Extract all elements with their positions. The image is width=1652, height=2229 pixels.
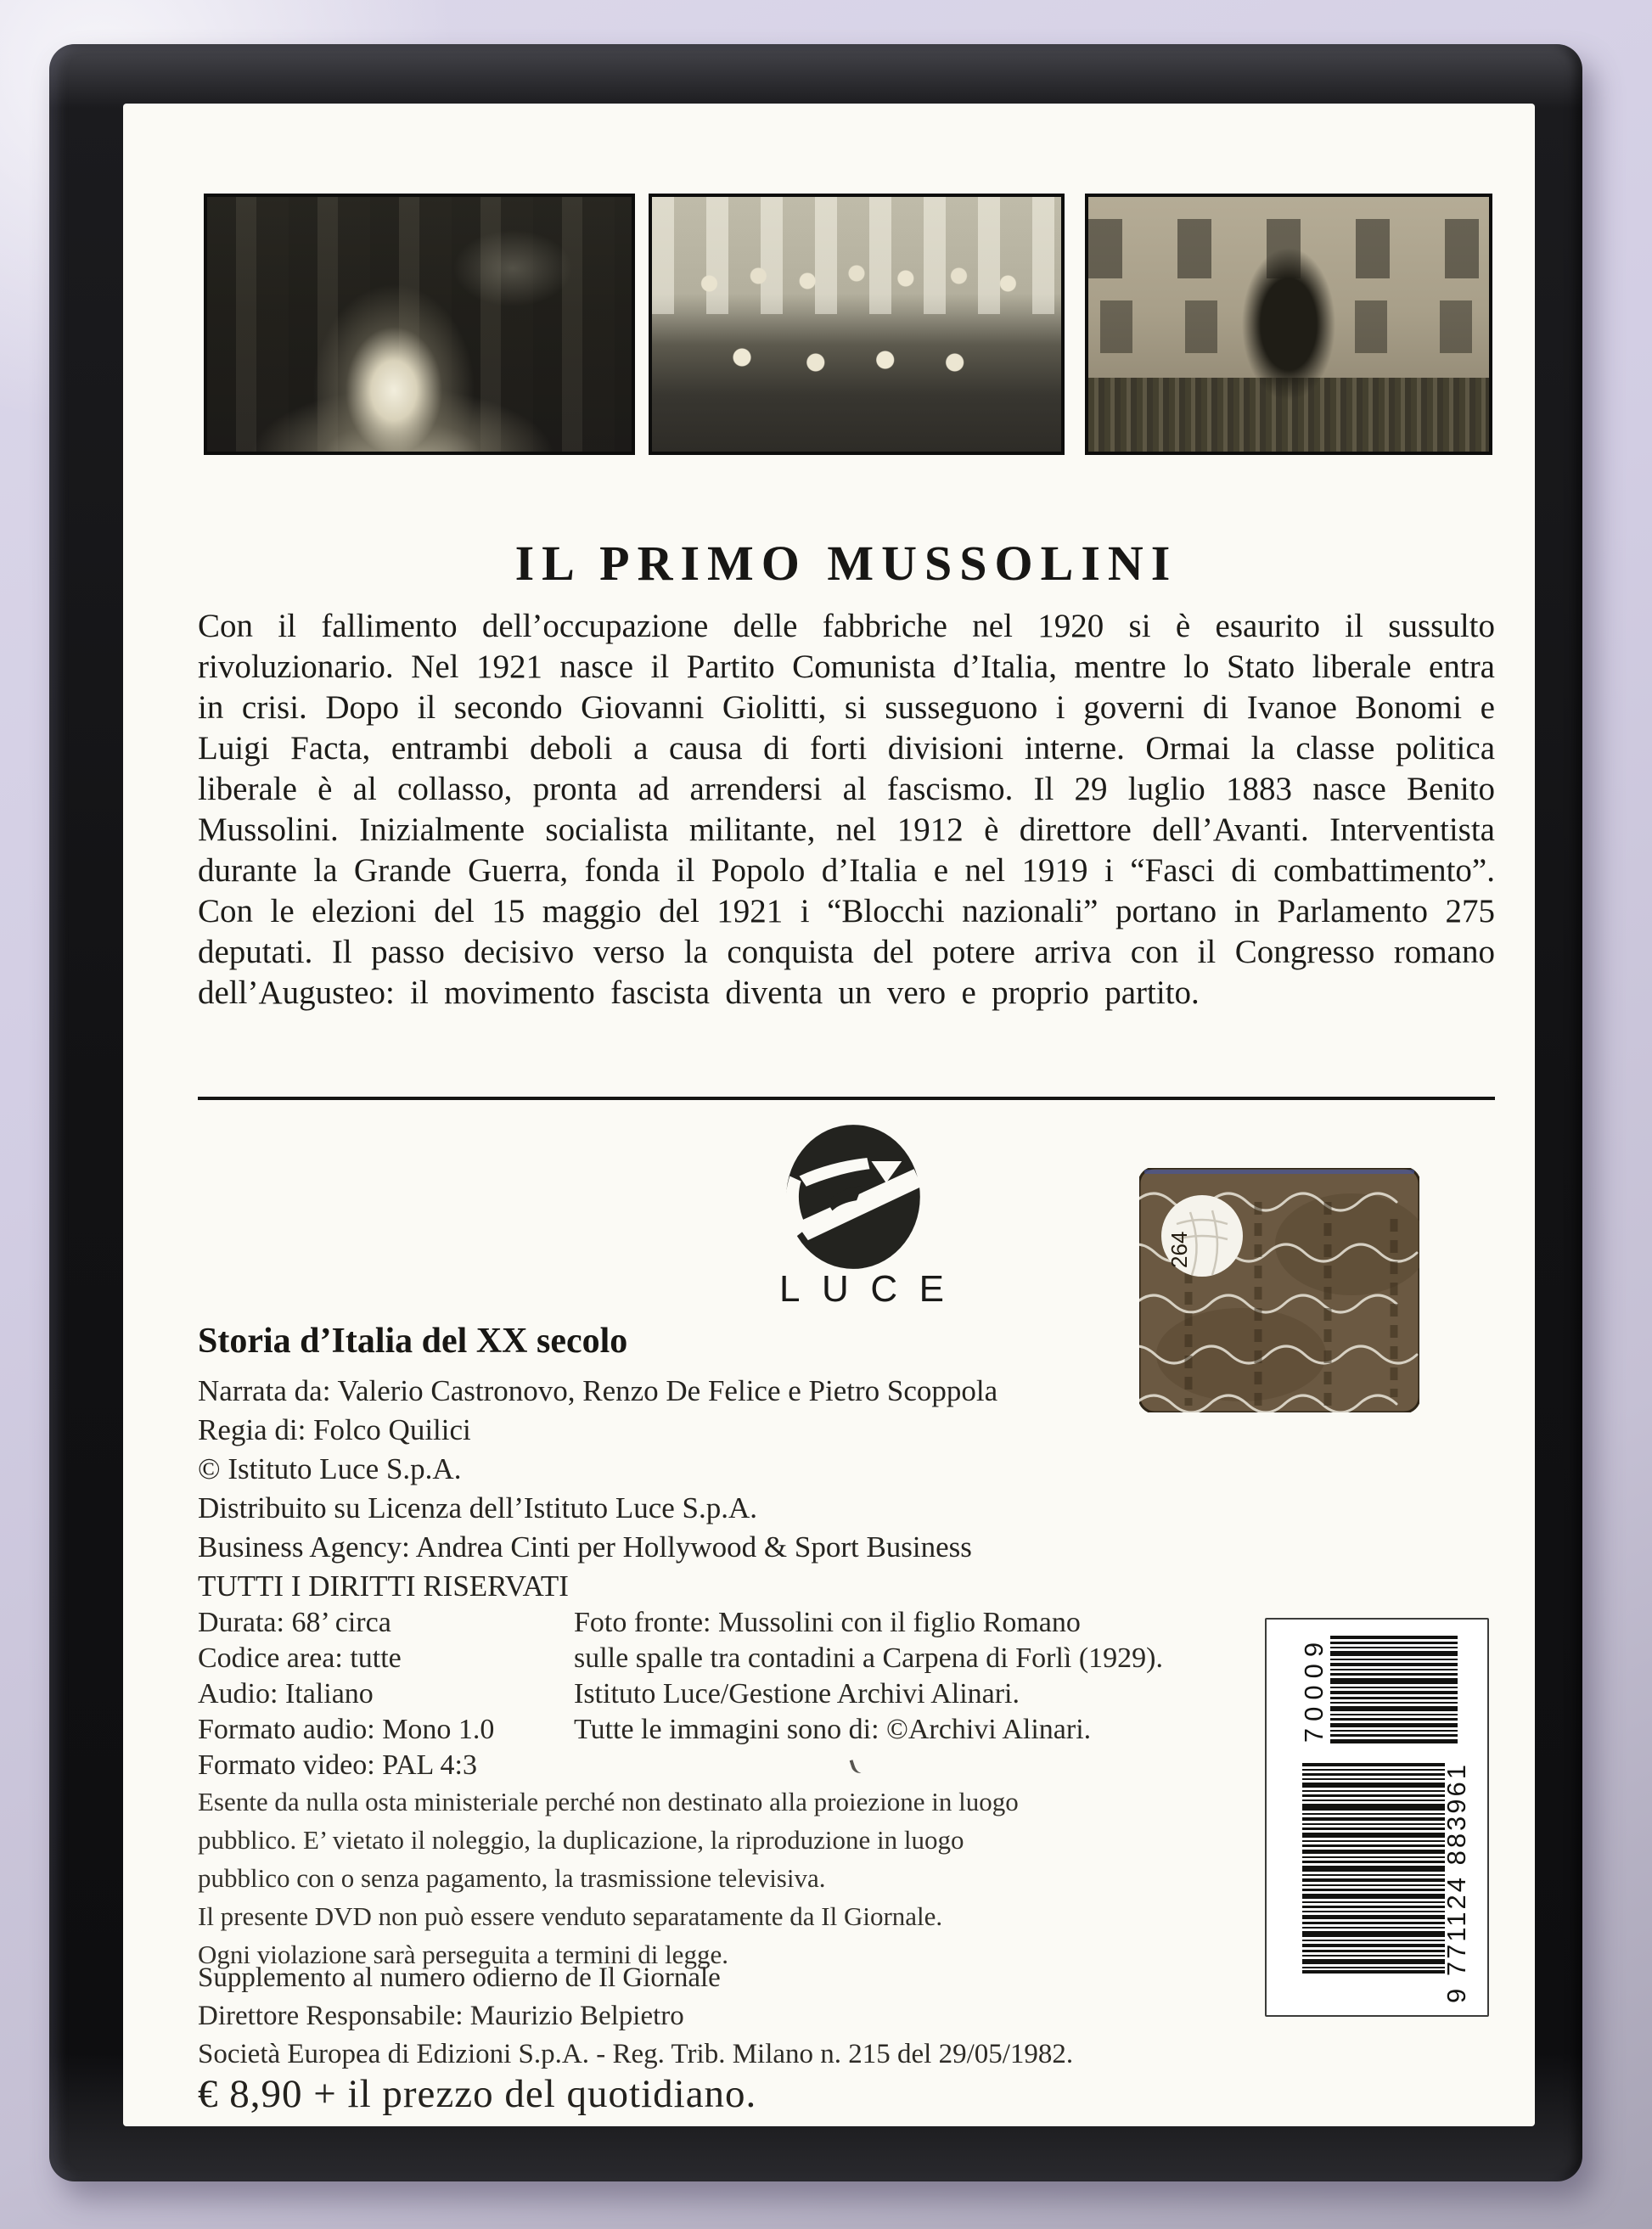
publisher-block [198, 1959, 1073, 2074]
photo-credit-block [574, 1605, 1163, 1748]
barcode-main-bars [1302, 1763, 1445, 1974]
spec-line: Durata: 68’ circa [198, 1607, 391, 1638]
credit-line: Narrata da: Valerio Castronovo, Renzo De Felice e Pietro Scoppola [198, 1374, 998, 1407]
credit-line: Regia di: Folco Quilici [198, 1413, 471, 1446]
photo-group-portrait [649, 194, 1065, 455]
spec-line: Formato video: PAL 4:3 [198, 1749, 477, 1781]
back-cover-insert [123, 104, 1535, 2126]
description-paragraph: Con il fallimento dell’occupazione delle fabbriche nel 1920 si è esaurito il sussulto rivoluzionario. Nel 1921 nasce il Partito Comunista d’Italia, mentre lo Stato liberale entra in crisi. Dopo il secondo Giovanni Giolitti, si susseguono i governi di Ivanoe Bonomi e Luigi Facta, entrambi deboli a causa di forti divisioni interne. Ormai la classe politica liberale è al collasso, pronta ad arrendersi al fascismo. Il 29 luglio 1883 nasce Benito Mussolini. Inizialmente socialista militante, nel 1912 è direttore dell’Avanti. Interventista durante la Grande Guerra, fonda il Popolo d’Italia e nel 1919 i “Fasci di combattimento”. Con le elezioni del 15 maggio del 1921 i “Blocchi nazionali” portano in Parlamento 275 deputati. Il passo decisivo verso la conquista del potere arriva con il Congresso romano dell’Augusteo: il movimento fascista diventa un vero e proprio partito. [198, 608, 1495, 1011]
publisher-line: Direttore Responsabile: Maurizio Belpietro [198, 2001, 684, 2031]
luce-logo-text: LUCE [779, 1268, 966, 1310]
photo-credit-line: Istituto Luce/Gestione Archivi Alinari. [574, 1678, 1020, 1710]
series-heading: Storia d’Italia del XX secolo [198, 1322, 628, 1361]
publisher-line: Società Europea di Edizioni S.p.A. - Reg. Trib. Milano n. 215 del 29/05/1982. [198, 2039, 1074, 2069]
photo-bonfire-crowd [204, 194, 635, 455]
photo-credit-line: Tutte le immagini sono di: ©Archivi Alinari. [574, 1714, 1092, 1745]
hologram-sticker [1139, 1168, 1419, 1412]
legal-line: Il presente DVD non può essere venduto separatamente da Il Giornale. [198, 1901, 943, 1931]
photo-credit-line: Foto fronte: Mussolini con il figlio Romano [574, 1607, 1081, 1638]
rights-reserved-line: TUTTI I DIRITTI RISERVATI [198, 1569, 569, 1603]
legal-line: Ogni violazione sarà perseguita a termini di legge. [198, 1940, 728, 1969]
photo-credit-line: sulle spalle tra contadini a Carpena di Forlì (1929). [574, 1642, 1163, 1674]
price-line: € 8,90 + il prezzo del quotidiano. [198, 2072, 757, 2116]
credit-line: © Istituto Luce S.p.A. [198, 1452, 462, 1485]
luce-logo-icon [784, 1122, 923, 1272]
legal-line: pubblico. E’ vietato il noleggio, la duplicazione, la riproduzione in luogo [198, 1825, 964, 1855]
tech-specs-block [198, 1605, 494, 1783]
credit-line: Distribuito su Licenza dell’Istituto Luce S.p.A. [198, 1491, 758, 1524]
cover-title: IL PRIMO MUSSOLINI [514, 536, 1178, 591]
hologram-sticker-art [1139, 1168, 1419, 1412]
spec-line: Audio: Italiano [198, 1678, 374, 1710]
divider-rule [198, 1097, 1495, 1100]
legal-block [198, 1783, 1019, 1974]
spec-line: Formato audio: Mono 1.0 [198, 1714, 495, 1745]
dvd-case [49, 44, 1582, 2181]
spec-line: Codice area: tutte [198, 1642, 402, 1674]
sticker-serial: 264 [1166, 1231, 1192, 1268]
legal-line: Esente da nulla osta ministeriale perché non destinato alla proiezione in luogo [198, 1787, 1019, 1816]
barcode-addon-number: 70009 [1299, 1635, 1329, 1743]
barcode-addon-bars [1330, 1636, 1458, 1743]
credits-block [198, 1372, 997, 1606]
photo-building-crowd [1085, 194, 1492, 455]
credit-line: Business Agency: Andrea Cinti per Hollywood & Sport Business [198, 1530, 972, 1564]
legal-line: pubblico con o senza pagamento, la trasmissione televisiva. [198, 1863, 826, 1893]
publisher-line: Supplemento al numero odierno de Il Giornale [198, 1962, 721, 1993]
barcode-number: 9 771124 883961 [1441, 1761, 1471, 2004]
scan-artifact-mark [850, 1758, 864, 1776]
